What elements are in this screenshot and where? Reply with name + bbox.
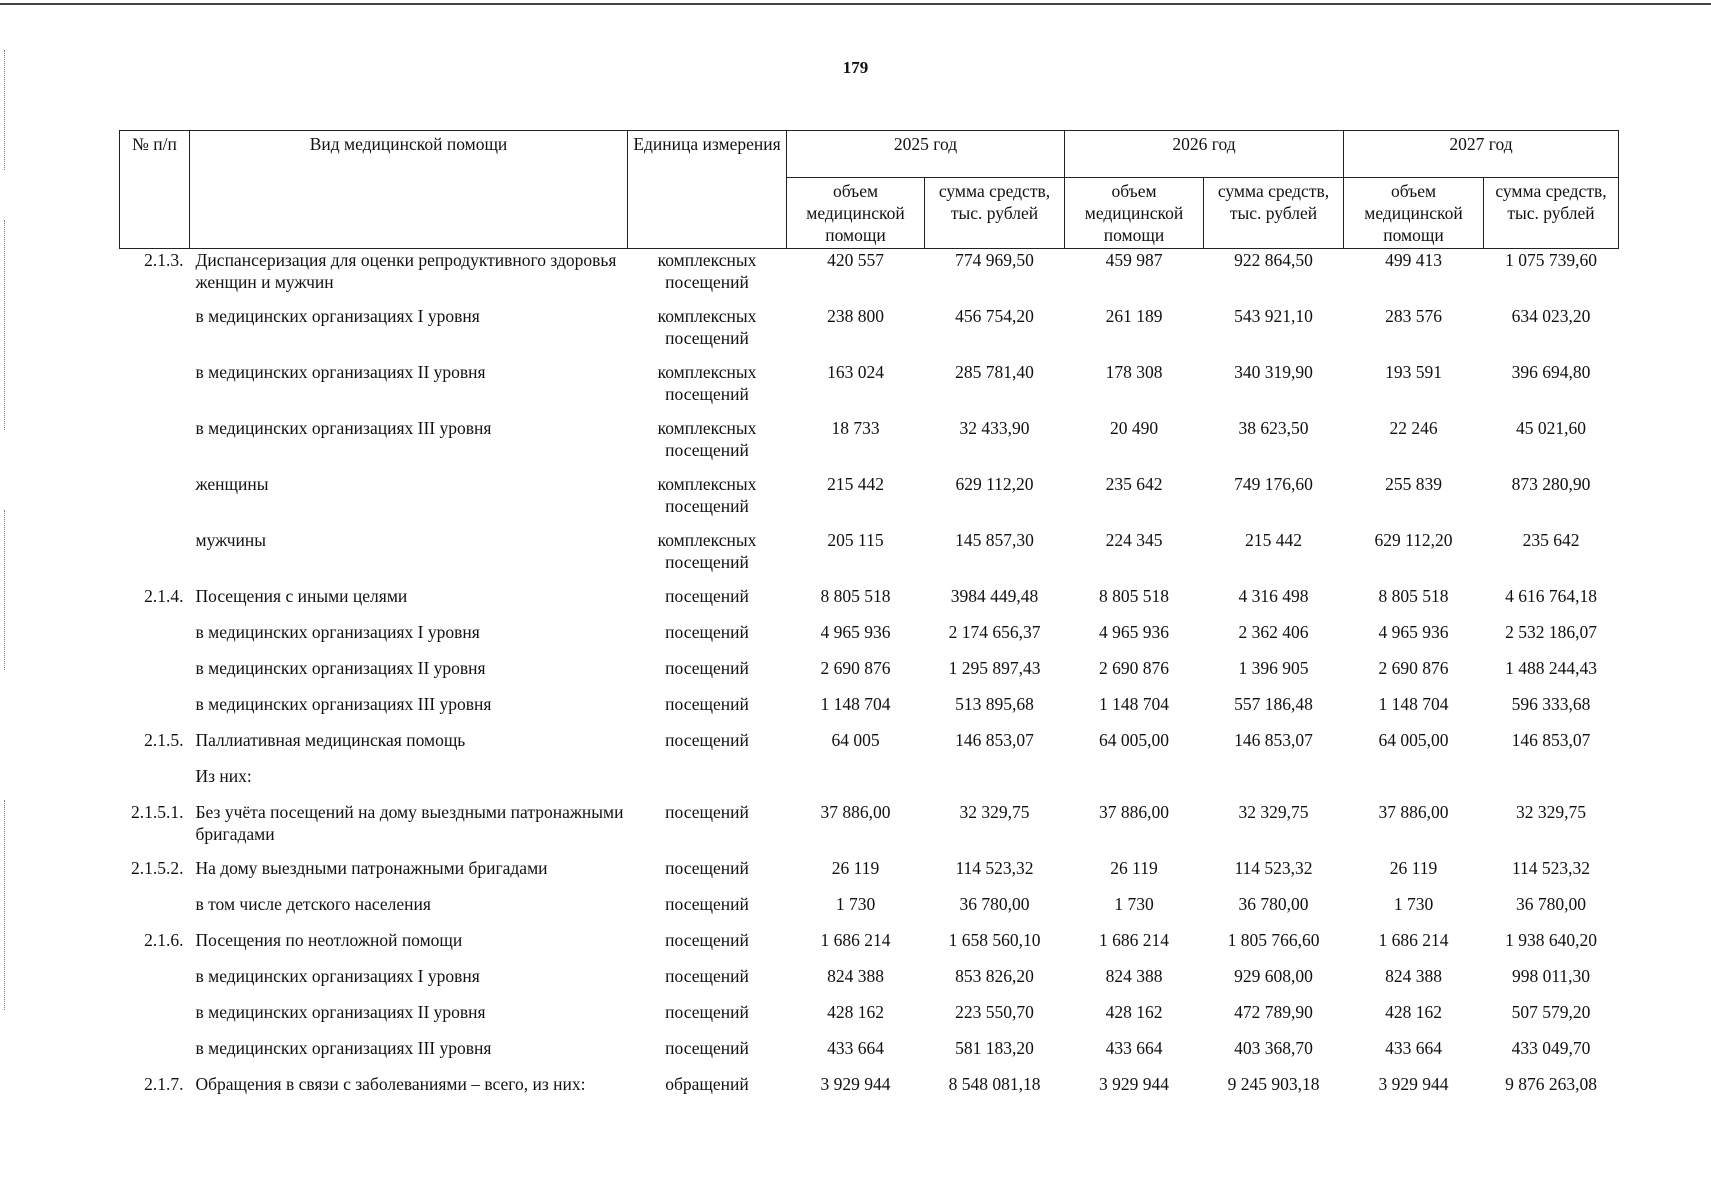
row-care-type: в том числе детского населения — [195, 894, 431, 914]
row-volume-2027: 1 686 214 — [1378, 930, 1449, 950]
row-unit: посещений — [665, 802, 749, 822]
row-sum-2025: 32 329,75 — [959, 802, 1030, 822]
row-volume-2025: 433 664 — [827, 1038, 884, 1058]
table-row — [120, 857, 1619, 893]
row-volume-2025: 37 886,00 — [820, 802, 891, 822]
table-row — [120, 1037, 1619, 1073]
row-sum-2025: 145 857,30 — [955, 530, 1034, 550]
row-volume-2026: 235 642 — [1105, 474, 1163, 494]
row-sum-2025: 114 523,32 — [955, 858, 1034, 878]
row-sum-2026: 922 864,50 — [1234, 250, 1313, 270]
table-header — [120, 131, 1619, 249]
row-sum-2026: 32 329,75 — [1238, 802, 1309, 822]
row-volume-2025: 26 119 — [831, 858, 880, 878]
row-sum-2027: 507 579,20 — [1511, 1002, 1591, 1022]
row-volume-2026: 178 308 — [1105, 362, 1163, 382]
row-volume-2026: 4 965 936 — [1099, 622, 1169, 642]
row-unit: комплексных посещений — [657, 474, 757, 516]
row-volume-2027: 428 162 — [1385, 1002, 1442, 1022]
row-volume-2027: 22 246 — [1389, 418, 1438, 438]
row-volume-2027: 1 148 704 — [1378, 694, 1449, 714]
row-sum-2025: 8 548 081,18 — [948, 1074, 1041, 1094]
row-care-type: в медицинских организациях II уровня — [195, 1002, 486, 1022]
row-number — [120, 693, 190, 729]
row-volume-2025: 4 965 936 — [820, 622, 891, 642]
row-number: 2.1.5. — [144, 730, 184, 750]
row-care-type: в медицинских организациях II уровня — [195, 658, 486, 678]
row-sum-2027: 9 876 263,08 — [1505, 1074, 1597, 1094]
table-row — [120, 765, 1619, 801]
row-sum-2025: 146 853,07 — [955, 730, 1034, 750]
row-care-type: Паллиативная медицинская помощь — [195, 730, 466, 750]
table-row — [120, 1073, 1619, 1109]
row-number — [120, 621, 190, 657]
row-care-type: Посещения по неотложной помощи — [195, 930, 463, 950]
table-row — [120, 585, 1619, 621]
table-row — [120, 621, 1619, 657]
row-volume-2025: 428 162 — [827, 1002, 884, 1022]
row-sum-2025: 456 754,20 — [955, 306, 1034, 326]
row-sum-2027: 2 532 186,07 — [1505, 622, 1597, 642]
row-unit: посещений — [665, 858, 749, 878]
row-volume-2027: 1 730 — [1393, 894, 1434, 914]
row-care-type: в медицинских организациях I уровня — [195, 622, 480, 642]
row-number — [120, 965, 190, 1001]
row-care-type: в медицинских организациях III уровня — [195, 1038, 492, 1058]
row-number — [120, 305, 190, 361]
row-number — [120, 1001, 190, 1037]
row-sum-2025: 513 895,68 — [955, 694, 1034, 714]
row-number: 2.1.3. — [144, 250, 184, 270]
header-unit: Единица измерения — [628, 131, 787, 249]
table-body — [120, 249, 1619, 1110]
header-care-type: Вид медицинской помощи — [190, 131, 628, 249]
row-volume-2026: 261 189 — [1105, 306, 1163, 326]
row-unit: комплексных посещений — [657, 362, 757, 404]
row-care-type: в медицинских организациях I уровня — [195, 966, 480, 986]
row-volume-2026: 2 690 876 — [1099, 658, 1169, 678]
row-unit: комплексных посещений — [657, 530, 757, 572]
row-volume-2026: 1 730 — [1114, 894, 1154, 914]
row-unit: комплексных посещений — [657, 418, 757, 460]
row-number — [120, 473, 190, 529]
table-row — [120, 361, 1619, 417]
row-care-type: в медицинских организациях II уровня — [195, 362, 486, 382]
table-row — [120, 249, 1619, 306]
row-volume-2026: 433 664 — [1105, 1038, 1163, 1058]
row-volume-2025: 824 388 — [827, 966, 884, 986]
row-number: 2.1.7. — [144, 1074, 184, 1094]
row-number — [120, 361, 190, 417]
row-volume-2027: 824 388 — [1385, 966, 1442, 986]
row-sum-2026: 749 176,60 — [1234, 474, 1313, 494]
row-unit: комплексных посещений — [657, 306, 757, 348]
table-row — [120, 893, 1619, 929]
row-sum-2027: 146 853,07 — [1511, 730, 1591, 750]
row-number — [120, 529, 190, 585]
page-number: 179 — [842, 58, 869, 77]
row-sum-2027: 596 333,68 — [1511, 694, 1591, 714]
row-sum-2025: 853 826,20 — [955, 966, 1034, 986]
row-number — [120, 765, 190, 801]
row-volume-2026: 459 987 — [1105, 250, 1163, 270]
row-volume-2026: 1 148 704 — [1099, 694, 1169, 714]
row-sum-2026: 36 780,00 — [1238, 894, 1309, 914]
table-row — [120, 929, 1619, 965]
row-volume-2027 — [1344, 765, 1484, 801]
row-volume-2027: 64 005,00 — [1378, 730, 1449, 750]
row-sum-2025: 3984 449,48 — [950, 586, 1039, 606]
row-sum-2025: 32 433,90 — [959, 418, 1030, 438]
table-row — [120, 305, 1619, 361]
row-sum-2027: 873 280,90 — [1511, 474, 1591, 494]
table-row — [120, 693, 1619, 729]
row-volume-2027: 283 576 — [1385, 306, 1442, 326]
row-volume-2025 — [787, 765, 925, 801]
row-volume-2026: 20 490 — [1109, 418, 1159, 438]
row-sum-2027: 36 780,00 — [1516, 894, 1586, 914]
header-sum-2026: сумма средств, тыс. рублей — [1204, 178, 1344, 249]
row-sum-2025: 1 658 560,10 — [948, 930, 1041, 950]
row-volume-2025: 1 686 214 — [820, 930, 891, 950]
row-volume-2026: 3 929 944 — [1099, 1074, 1169, 1094]
row-sum-2027: 634 023,20 — [1511, 306, 1591, 326]
row-sum-2027: 4 616 764,18 — [1505, 586, 1597, 606]
row-sum-2026: 1 396 905 — [1238, 658, 1309, 678]
row-volume-2027: 629 112,20 — [1374, 530, 1453, 550]
row-sum-2026: 1 805 766,60 — [1227, 930, 1320, 950]
row-sum-2026: 215 442 — [1245, 530, 1302, 550]
row-volume-2027: 4 965 936 — [1378, 622, 1449, 642]
row-number: 2.1.5.2. — [131, 858, 184, 878]
row-volume-2026: 64 005,00 — [1099, 730, 1169, 750]
row-sum-2025: 774 969,50 — [955, 250, 1034, 270]
row-sum-2026: 9 245 903,18 — [1227, 1074, 1320, 1094]
row-volume-2026: 224 345 — [1105, 530, 1163, 550]
row-sum-2026: 146 853,07 — [1234, 730, 1313, 750]
row-volume-2026 — [1065, 765, 1204, 801]
row-volume-2025: 205 115 — [827, 530, 884, 550]
row-unit — [628, 765, 787, 801]
row-volume-2026: 8 805 518 — [1099, 586, 1169, 606]
row-volume-2027: 37 886,00 — [1378, 802, 1449, 822]
row-unit: посещений — [665, 930, 749, 950]
row-number — [120, 657, 190, 693]
row-sum-2026: 114 523,32 — [1234, 858, 1313, 878]
table-row — [120, 657, 1619, 693]
top-rule — [0, 3, 1711, 5]
row-sum-2025: 36 780,00 — [959, 894, 1030, 914]
row-sum-2025: 1 295 897,43 — [948, 658, 1041, 678]
row-sum-2025 — [925, 765, 1065, 801]
row-care-type: мужчины — [195, 530, 267, 550]
table-row — [120, 473, 1619, 529]
row-sum-2027: 235 642 — [1522, 530, 1580, 550]
row-volume-2025: 18 733 — [831, 418, 880, 438]
row-volume-2027: 2 690 876 — [1378, 658, 1449, 678]
table-row — [120, 965, 1619, 1001]
row-number: 2.1.6. — [144, 930, 184, 950]
row-volume-2025: 215 442 — [827, 474, 884, 494]
row-sum-2026: 929 608,00 — [1234, 966, 1313, 986]
row-volume-2026: 824 388 — [1105, 966, 1163, 986]
header-year-2027: 2027 год — [1344, 131, 1619, 178]
row-sum-2026 — [1204, 765, 1344, 801]
header-volume-2025: объем медицинской помощи — [787, 178, 925, 249]
row-unit: комплексных посещений — [657, 250, 757, 292]
row-volume-2027: 499 413 — [1385, 250, 1442, 270]
row-sum-2025: 2 174 656,37 — [948, 622, 1041, 642]
row-unit: посещений — [665, 658, 749, 678]
row-care-type: На дому выездными патронажными бригадами — [195, 858, 548, 878]
row-unit: посещений — [665, 1038, 749, 1058]
row-unit: посещений — [665, 730, 749, 750]
header-year-2025: 2025 год — [787, 131, 1065, 178]
row-care-type: Обращения в связи с заболеваниями – всего, из них: — [195, 1074, 586, 1094]
row-care-type: Без учёта посещений на дому выездными патронажными бригадами — [195, 802, 624, 844]
table-row — [120, 801, 1619, 857]
row-sum-2025: 581 183,20 — [955, 1038, 1034, 1058]
row-sum-2026: 557 186,48 — [1234, 694, 1313, 714]
medical-care-volume-table — [119, 130, 1619, 1109]
row-volume-2027: 433 664 — [1385, 1038, 1442, 1058]
row-number — [120, 893, 190, 929]
row-volume-2025: 2 690 876 — [820, 658, 891, 678]
row-care-type: Посещения с иными целями — [195, 586, 408, 606]
row-care-type: Диспансеризация для оценки репродуктивного здоровья женщин и мужчин — [195, 250, 617, 292]
row-sum-2026: 38 623,50 — [1238, 418, 1309, 438]
row-volume-2026: 37 886,00 — [1099, 802, 1169, 822]
row-volume-2027: 26 119 — [1389, 858, 1438, 878]
row-volume-2027: 8 805 518 — [1378, 586, 1449, 606]
scan-edge-marks — [0, 40, 22, 1040]
row-volume-2026: 428 162 — [1105, 1002, 1163, 1022]
row-number — [120, 1037, 190, 1073]
row-sum-2027: 1 075 739,60 — [1505, 250, 1597, 270]
row-unit: посещений — [665, 622, 749, 642]
row-sum-2027: 1 488 244,43 — [1505, 658, 1597, 678]
table-row — [120, 417, 1619, 473]
row-sum-2025: 629 112,20 — [955, 474, 1034, 494]
row-unit: посещений — [665, 966, 749, 986]
row-care-type: Из них: — [195, 766, 252, 786]
row-volume-2025: 1 148 704 — [820, 694, 891, 714]
row-sum-2026: 2 362 406 — [1238, 622, 1309, 642]
row-sum-2026: 403 368,70 — [1234, 1038, 1313, 1058]
row-volume-2025: 8 805 518 — [820, 586, 891, 606]
row-volume-2025: 3 929 944 — [820, 1074, 891, 1094]
row-volume-2025: 238 800 — [827, 306, 884, 326]
row-sum-2027: 396 694,80 — [1511, 362, 1591, 382]
row-volume-2026: 1 686 214 — [1099, 930, 1169, 950]
row-volume-2025: 163 024 — [827, 362, 884, 382]
row-number — [120, 417, 190, 473]
row-care-type: в медицинских организациях I уровня — [195, 306, 480, 326]
row-volume-2027: 193 591 — [1385, 362, 1442, 382]
header-sum-2025: сумма средств, тыс. рублей — [925, 178, 1065, 249]
header-sum-2027: сумма средств, тыс. рублей — [1484, 178, 1619, 249]
row-sum-2027: 32 329,75 — [1516, 802, 1586, 822]
row-care-type: женщины — [195, 474, 269, 494]
row-care-type: в медицинских организациях III уровня — [195, 418, 492, 438]
row-unit: посещений — [665, 586, 749, 606]
row-number: 2.1.5.1. — [131, 802, 184, 822]
row-sum-2026: 472 789,90 — [1234, 1002, 1313, 1022]
header-number: № п/п — [120, 131, 190, 249]
row-care-type: в медицинских организациях III уровня — [195, 694, 492, 714]
row-sum-2026: 4 316 498 — [1238, 586, 1309, 606]
header-volume-2027: объем медицинской помощи — [1344, 178, 1484, 249]
row-sum-2025: 285 781,40 — [955, 362, 1034, 382]
row-volume-2025: 64 005 — [831, 730, 880, 750]
table-row — [120, 1001, 1619, 1037]
row-number: 2.1.4. — [144, 586, 184, 606]
row-sum-2025: 223 550,70 — [955, 1002, 1034, 1022]
row-volume-2027: 3 929 944 — [1378, 1074, 1449, 1094]
row-unit: обращений — [665, 1074, 749, 1094]
row-sum-2026: 340 319,90 — [1234, 362, 1313, 382]
row-unit: посещений — [665, 894, 749, 914]
row-sum-2027: 1 938 640,20 — [1505, 930, 1597, 950]
row-volume-2026: 26 119 — [1110, 858, 1158, 878]
table-row — [120, 529, 1619, 585]
header-year-2026: 2026 год — [1065, 131, 1344, 178]
row-sum-2027: 433 049,70 — [1511, 1038, 1591, 1058]
row-sum-2027: 114 523,32 — [1511, 858, 1591, 878]
row-volume-2025: 1 730 — [835, 894, 876, 914]
table-row — [120, 729, 1619, 765]
header-volume-2026: объем медицинской помощи — [1065, 178, 1204, 249]
row-sum-2027: 998 011,30 — [1511, 966, 1591, 986]
row-sum-2026: 543 921,10 — [1234, 306, 1313, 326]
row-volume-2027: 255 839 — [1385, 474, 1442, 494]
row-volume-2025: 420 557 — [827, 250, 884, 270]
row-sum-2027: 45 021,60 — [1516, 418, 1586, 438]
row-unit: посещений — [665, 694, 749, 714]
row-unit: посещений — [665, 1002, 749, 1022]
row-sum-2027 — [1484, 765, 1619, 801]
